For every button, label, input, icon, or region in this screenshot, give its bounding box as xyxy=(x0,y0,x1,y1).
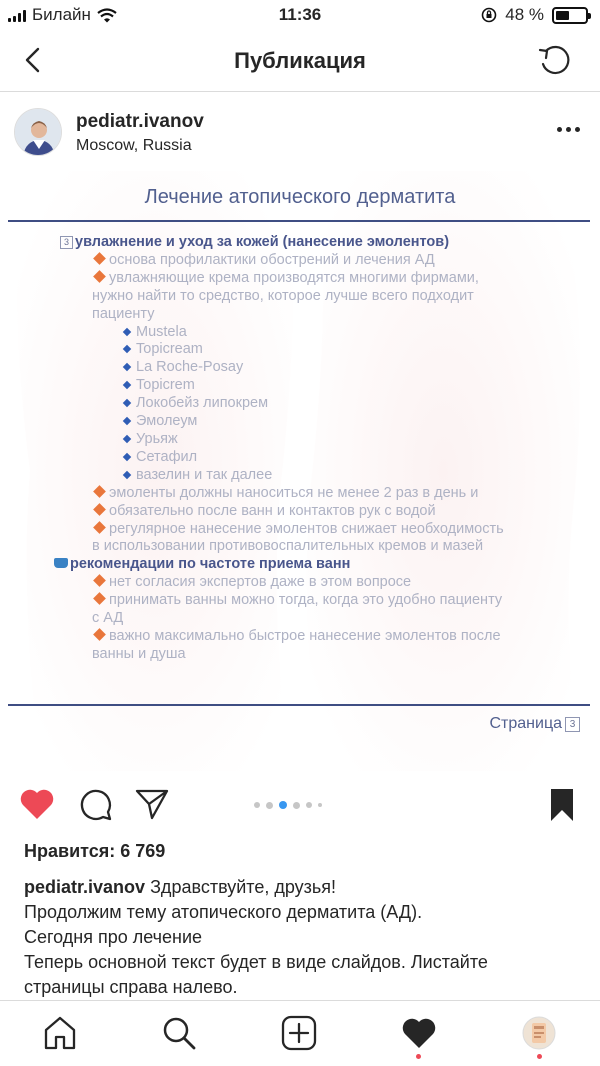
carousel-dot xyxy=(293,802,300,809)
bullet: увлажняющие крема производятся многими фирмами, xyxy=(60,270,540,288)
home-tab-icon[interactable] xyxy=(42,1015,78,1051)
bullet-continuation: в использовании противовоспалительных кремов и мазей xyxy=(92,538,484,555)
page-title: Публикация xyxy=(234,48,366,73)
bullet-continuation: с АД xyxy=(92,610,124,627)
refresh-button[interactable] xyxy=(536,42,574,80)
like-button[interactable] xyxy=(18,787,56,821)
slide-title: Лечение атопического дерматита xyxy=(144,186,456,208)
profile-tab-icon[interactable] xyxy=(521,1015,557,1051)
bullet: регулярное нанесение эмолентов снижает необходимость xyxy=(60,521,540,539)
caption-line: Сегодня про лечение xyxy=(24,927,203,947)
blue-diamond-icon xyxy=(123,435,131,443)
slide-page-label: Страница 3 xyxy=(489,715,582,733)
brand-item: Урьяж xyxy=(60,431,540,449)
battery-fill xyxy=(556,11,569,20)
bullet: важно максимально быстрое нанесение эмолентов после xyxy=(60,628,540,646)
activity-tab-icon[interactable] xyxy=(401,1015,437,1051)
bullet: основа профилактики обострений и лечения АД xyxy=(60,252,540,270)
caption-username[interactable]: pediatr.ivanov xyxy=(24,877,146,897)
page-number-badge: 3 xyxy=(565,717,580,732)
bath-icon xyxy=(54,558,68,568)
carousel-dot xyxy=(306,802,312,808)
orange-diamond-icon xyxy=(93,592,106,605)
carousel-indicator xyxy=(254,801,322,809)
avatar[interactable] xyxy=(14,108,62,156)
carousel-dot xyxy=(254,802,260,808)
bullet-continuation: пациенту xyxy=(92,305,155,322)
blue-diamond-icon xyxy=(123,453,131,461)
caption-first-line: pediatr.ivanov Здравствуйте, друзья! xyxy=(24,877,337,897)
status-time: 11:36 xyxy=(278,5,322,24)
number-badge: 3 xyxy=(60,236,73,249)
bullet: нет согласия экспертов даже в этом вопросе xyxy=(60,574,540,592)
save-button[interactable] xyxy=(548,787,576,823)
share-button[interactable] xyxy=(134,787,170,821)
post-location[interactable]: Moscow, Russia xyxy=(76,137,192,154)
blue-diamond-icon xyxy=(123,327,131,335)
blue-diamond-icon xyxy=(123,381,131,389)
orientation-lock-icon xyxy=(481,7,497,23)
brand-item: Mustela xyxy=(60,324,540,342)
brand-item: Локобейз липокрем xyxy=(60,395,540,413)
brand-item: Topicrem xyxy=(60,377,540,395)
bullet: принимать ванны можно тогда, когда это удобно пациенту xyxy=(60,592,540,610)
carrier-name: Билайн xyxy=(32,5,91,24)
carousel-dot-active xyxy=(279,801,287,809)
orange-diamond-icon xyxy=(93,485,106,498)
slide-bottom-divider xyxy=(8,704,590,706)
brand-item: Topicream xyxy=(60,341,540,359)
bullet-continuation: нужно найти то средство, которое лучше всего подходит xyxy=(92,287,474,304)
header xyxy=(0,32,600,92)
bullet: эмоленты должны наноситься не менее 2 раз в день и xyxy=(60,485,540,503)
new-post-tab-icon[interactable] xyxy=(281,1015,317,1051)
post-caption xyxy=(24,875,584,1000)
orange-diamond-icon xyxy=(93,521,106,534)
activity-notification-dot xyxy=(416,1054,421,1059)
profile-notification-dot xyxy=(537,1054,542,1059)
comment-button[interactable] xyxy=(78,787,114,823)
more-options-button[interactable] xyxy=(557,127,580,132)
orange-diamond-icon xyxy=(93,252,106,265)
carousel-dot xyxy=(318,803,322,807)
post-header xyxy=(0,93,600,171)
battery-percent: 48 % xyxy=(505,5,544,24)
caption-line: Продолжим тему атопического дерматита (АД). xyxy=(24,902,423,922)
blue-diamond-icon xyxy=(123,345,131,353)
bullet-continuation: ванны и душа xyxy=(92,645,186,662)
section-heading-moisturizing: 3 увлажнение и уход за кожей (нанесение эмолентов) xyxy=(60,234,540,252)
battery-icon xyxy=(552,7,588,24)
brand-list xyxy=(60,324,540,485)
orange-diamond-icon xyxy=(93,503,106,516)
carousel-dot xyxy=(266,802,273,809)
blue-diamond-icon xyxy=(123,471,131,479)
post-actions xyxy=(0,771,600,837)
tab-bar xyxy=(0,1000,600,1066)
slide-content xyxy=(60,234,540,664)
post-slide[interactable] xyxy=(0,171,600,771)
slide-top-divider xyxy=(8,220,590,222)
caption-line: Теперь основной текст будет в виде слайдов. Листайте xyxy=(24,952,488,972)
brand-item: вазелин и так далее xyxy=(60,467,540,485)
section-heading-bathing: рекомендации по частоте приема ванн xyxy=(54,556,540,574)
status-right xyxy=(481,5,588,25)
bullet: обязательно после ванн и контактов рук с водой xyxy=(60,503,540,521)
caption-line: страницы справа налево. xyxy=(24,977,238,997)
orange-diamond-icon xyxy=(93,270,106,283)
brand-item: La Roche-Posay xyxy=(60,359,540,377)
brand-item: Сетафил xyxy=(60,449,540,467)
avatar-image xyxy=(15,109,62,156)
post-username[interactable]: pediatr.ivanov xyxy=(76,111,204,132)
brand-item: Эмолеум xyxy=(60,413,540,431)
orange-diamond-icon xyxy=(93,628,106,641)
orange-diamond-icon xyxy=(93,574,106,587)
likes-count[interactable]: Нравится: 6 769 xyxy=(24,841,166,861)
blue-diamond-icon xyxy=(123,399,131,407)
status-bar xyxy=(0,0,600,32)
blue-diamond-icon xyxy=(123,363,131,371)
search-tab-icon[interactable] xyxy=(161,1015,197,1051)
blue-diamond-icon xyxy=(123,417,131,425)
